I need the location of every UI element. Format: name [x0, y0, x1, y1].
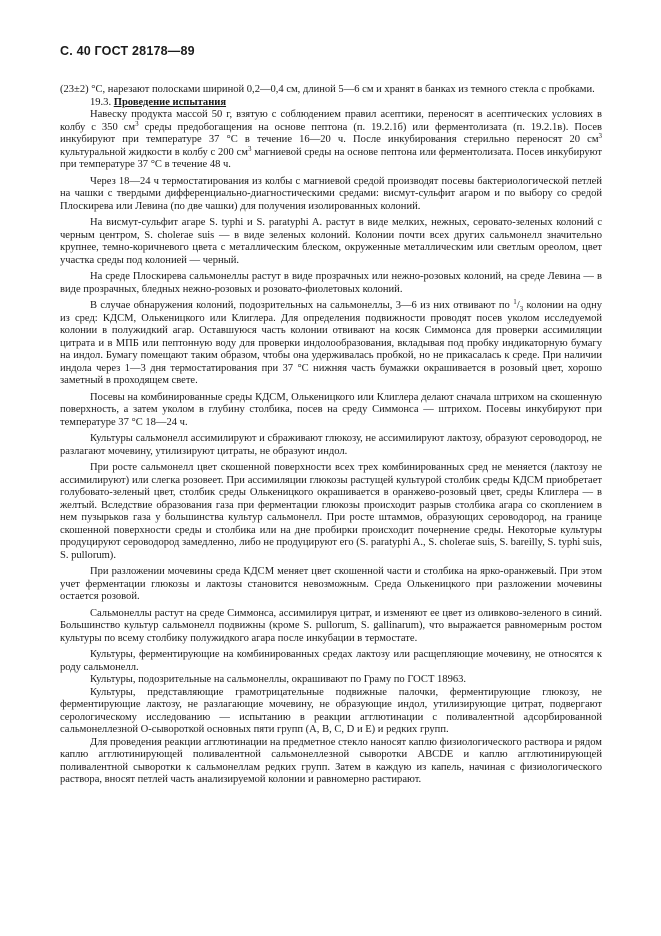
- section-number: 19.3.: [90, 96, 112, 108]
- text-run: культуральной жидкости в колбу с 200 см: [60, 146, 248, 158]
- text-run: колонии на одну из сред: КДСМ, Олькеницкого или Клиглера. Для определения подвижности проводят посев уколом исследуемой колонии в полужидкий агар. Оставшуюся часть колонии отвивают на косяк Симмонса для проверки ассимиляции цитрата и в МПБ или пептонную воду для проверки индолообразования, вкладывая под пробку индикаторную бумагу на индол. Бумагу помещают таким образом, чтобы она удерживалась пробкой, но не прикасалась к среде. При наличии индола через 1—3 дня термостатирования при 37 °С нижняя часть бумажки окрашивается в розовый цвет, хорошо заметный в проходящем свете.: [60, 300, 602, 386]
- paragraph-bismuth-sulfite: На висмут-сульфит агаре S. typhi и S. paratyphi A. растут в виде мелких, нежных, серовато-зеленых колоний с черным центром, S. cholerae suis — в виде зеленых колоний. Колонии почти всех других сальмонелл значительно крупнее, темно-коричневого цвета с металлическим блеском, окруженные металлическим или светлым ореолом, цвет участка среды под колонией — черный.: [60, 217, 602, 266]
- paragraph-continuation: (23±2) °С, нарезают полосками шириной 0,2—0,4 см, длиной 5—6 см и хранят в банках из темного стекла с пробками.: [60, 84, 595, 95]
- section-title: Проведение испытания: [113, 96, 227, 108]
- paragraph-color-change: При росте сальмонелл цвет скошенной поверхности всех трех комбинированных сред не меняется (лактозу не ассимилируют) или слегка розовеет. При ассимиляции глюкозы растущей культурой столбик среды КДСМ приобретает голубовато-зеленый цвет, столбик среды Олькеницкого окрашивается в оранжево-розовый цвет, среды Клиглера — в желтый. Вследствие образования газа при ферментации глюкозы происходит разрыв столбика агара со скоплением в нем пузырьков газа у большинства культур сальмонелл. При росте штаммов, образующих сероводород, на границе скошенной поверхности среды и столбика или на дне пробирки происходит почернение среды. Некоторые культуры продуцируют сероводород замедленно, либо не продуцируют его (S. paratyphi A., S. cholerae suis, S. bareilly, S. typhi suis, S. pullorum).: [60, 462, 602, 561]
- paragraph-gram-stain: Культуры, подозрительные на сальмонеллы, окрашивают по Граму по ГОСТ 18963.: [90, 674, 467, 685]
- paragraph-serology: Культуры, представляющие грамотрицательные подвижные палочки, ферментирующие глюкозу, не ферментирующие лактозу, не разлагающие мочевину, не образующие индол, утилизирующие цитрат, подвергают серологическому исследованию — испытанию в реакции агглютинации с поливалентной адсорбированной сальмонеллезной О-сывороткой основных пяти групп (А, В, С, D и Е) и редких групп.: [60, 686, 602, 735]
- fraction-numerator: 1: [513, 298, 517, 306]
- paragraph-culture-properties: Культуры сальмонелл ассимилируют и сбраживают глюкозу, не ассимилируют лактозу, образуют сероводород, не разлагают мочевину, утилизируют цитраты, не образуют индол.: [60, 433, 602, 457]
- paragraph-agglutination: Для проведения реакции агглютинации на предметное стекло наносят каплю физиологического раствора и рядом каплю агглютинирующей поливалентной сальмонеллезной сыворотки ABCDE и каплю агглютинирующей поливалентной сыворотки к сальмонеллам редких групп. Затем в каждую из капель, начиная с физиологического раствора, вносят петлей часть анализируемой колонии и равномерно растирают.: [60, 736, 602, 785]
- page-header: С. 40 ГОСТ 28178—89: [60, 44, 195, 58]
- paragraph-ploskirev-levin: На среде Плоскирева сальмонеллы растут в виде прозрачных или нежно-розовых колоний, на среде Левина — в виде прозрачных, бледных нежно-розовых и розовато-фиолетовых колоний.: [60, 271, 602, 295]
- paragraph-suspicious-colonies: В случае обнаружения колоний, подозрительных на сальмонеллы, 3—6 из них отвивают по $^1/_3$ колонии на одну из сред: КДСМ, Олькеницкого или Клиглера. Для определения подвижности проводят посев уколом исследуемой колонии в полужидкий агар. Оставшуюся часть колонии отвивают на косяк Симмонса для проверки ассимиляции цитрата и в МПБ или пептонную воду для проверки индолообразования, вкладывая под пробку индикаторную бумагу на индол. Бумагу помещают таким образом, чтобы она удерживалась пробкой, но не прикасалась к среде. При наличии индола через 1—3 дня термостатирования при 37 °С нижняя часть бумажки окрашивается в розовый цвет, хорошо заметный в проходящем свете.: [60, 298, 602, 386]
- text-run: В случае обнаружения колоний, подозрительных на сальмонеллы, 3—6 из них отвивают по: [90, 300, 514, 311]
- document-body: [60, 84, 602, 787]
- superscript: 3: [135, 119, 139, 128]
- paragraph-sample-preparation: [60, 109, 602, 172]
- superscript: 3: [598, 132, 602, 140]
- text-run: среды предобогащения на основе пептона (п. 19.2.1б) или ферментолизата (п. 19.2.1в). Посев инкубируют при температуре 37 °С в течение 16—20 ч. После инкубирования стерильно переносят 20 см: [60, 121, 602, 145]
- paragraph-simmons: Сальмонеллы растут на среде Симмонса, ассимилируя цитрат, и изменяют ее цвет из оливково-зеленого в синий. Большинство культур сальмонелл подвижны (кроме S. pullorum, S. gallinarum), что выражается равномерным ростом культуры по всему столбику полужидкого агара после инкубации в термостате.: [60, 607, 602, 644]
- text-run: магниевой среды на основе пептона или ферментолизата. Посев инкубируют при температуре 37 °С в течение 48 ч.: [60, 146, 602, 170]
- paragraph-plating: Через 18—24 ч термостатирования из колбы с магниевой средой производят посевы бактериологической петлей на чашки с твердыми дифференциально-диагностическими средами: висмут-сульфит агаром и по выбору со средой Плоскирева или Левина (по две чашки) для получения изолированных колоний.: [60, 175, 602, 212]
- paragraph-urea: При разложении мочевины среда КДСМ меняет цвет скошенной части и столбика на ярко-оранжевый. При этом учет ферментации глюкозы и лактозы становится невозможным. Среда Олькеницкого при разложении мочевины остается розовой.: [60, 566, 602, 602]
- section-heading: [60, 97, 602, 110]
- text-run: Навеску продукта массой 50 г, взятую с соблюдением правил асептики, переносят в асептических условиях в колбу с 350 см: [60, 109, 602, 133]
- paragraph-lactose-exclusion: Культуры, ферментирующие на комбинированных средах лактозу или расщепляющие мочевину, не относятся к роду сальмонелл.: [60, 649, 602, 673]
- paragraph-combined-media: Посевы на комбинированные среды КДСМ, Олькеницкого или Клиглера делают сначала штрихом на скошенную поверхность, а затем уколом в глубину столбика, посев на среду Симмонса — штрихом. Посевы инкубируют при температуре 37 °С 18—24 ч.: [60, 391, 602, 428]
- fraction-denominator: 3: [519, 305, 524, 314]
- superscript: 3: [247, 144, 252, 153]
